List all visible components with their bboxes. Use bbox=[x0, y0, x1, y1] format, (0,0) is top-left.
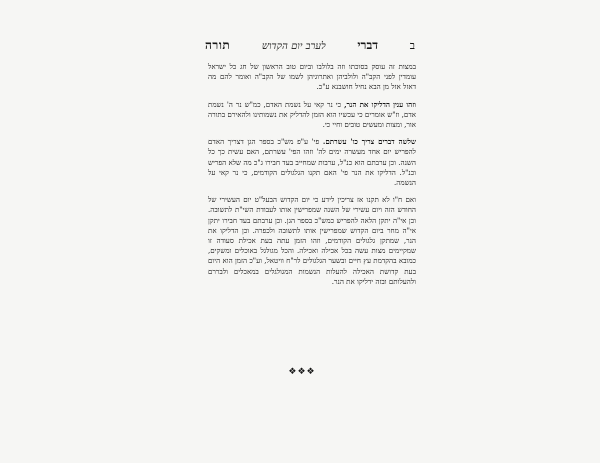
paragraph-2 bbox=[208, 100, 416, 131]
author-title: דברי bbox=[357, 38, 379, 52]
paragraph-text: ואם ח"ו לא תקנו אז צריכין לידע כי יום הקדוש הבעל"ט יום העשירי של החודש הזה ויום עשירי של השנה שמפרישין אותו לעבודת השי"ת לתשובה. וכן אי"ה יתקן הלאה להפריש כמש"כ בספר הגן. וכן ערבתם בעד חבירו יתקן אי"ה מחר ביום הקדוש שמפרישין אותו לתשובה ולכפרה. וכן הדליקו את הנר, שמתקן גלגולים הקודמים, וזהו הזמן עתה בעת אכילת סעודה זו שמקיימים מצות עשה בכל אכילה ואכילה. והכל מגולגל באוכלים ומשקים, כמובא בהקדמת עץ חיים ובשער הגלגולים לר"ח וויטאל, וע"כ הזמן הוא היום בעת קדושת האכילה להעלות הנשמות המגולגלים במאכלים ולבררם ולהעלותם ובזה ידליקו את הנר. bbox=[208, 195, 416, 286]
paragraph-1 bbox=[208, 62, 416, 93]
paragraph-lead: וזהו ענין הדליקו את הנר, bbox=[344, 99, 417, 109]
paragraph-text: פי' ע"פ מש"כ בספר הגן דצריך האדם להפריש יום אחד מעשרה ימים לה' וזהו הפי' עשרתם, האם עשית כך כל השנה. וכן ערבתם הוא כנ"ל, ערבות שמחייב בעד חבירו ג"כ מה שלא הפריש וכנ"ל. הדליקו את הנר פי' האם תקנו הגלגולים הקודמים, כי נר קאי על הנשמה. bbox=[208, 137, 416, 188]
ornament-divider: ❖❖❖ bbox=[288, 367, 316, 377]
page-header bbox=[205, 38, 415, 54]
paragraph-lead: שלשה דברים צריך כו' עשרתם. bbox=[322, 137, 416, 147]
book-title: תורה bbox=[205, 38, 231, 52]
paragraph-3 bbox=[208, 137, 416, 188]
text-body bbox=[208, 62, 416, 294]
paragraph-4 bbox=[208, 195, 416, 287]
paragraph-text: במצות זה עוסק בסוכתו וזה בלולבו וביום טוב הראשון של חג כל ישראל עומדין לפני הקב"ה ולולביהן ואתרוגיהן לשמו של הקב"ה ואומר להם מה דאזל אזל מן הבא נחיל חושבנא ע"כ. bbox=[208, 62, 416, 92]
paragraph-text: כי נר קאי על נשמת האדם, כמ"ש נר ה' נשמת אדם, וז"ש אומרים כי עכשיו הוא הזמן להדליק את נשמותינו ולהאירם בתורה אור, ומצות ומעשים טובים וחיי כי. bbox=[208, 99, 416, 130]
header-subtitle: לערב יום הקדוש bbox=[261, 41, 326, 52]
page-letter: ב bbox=[409, 39, 415, 52]
